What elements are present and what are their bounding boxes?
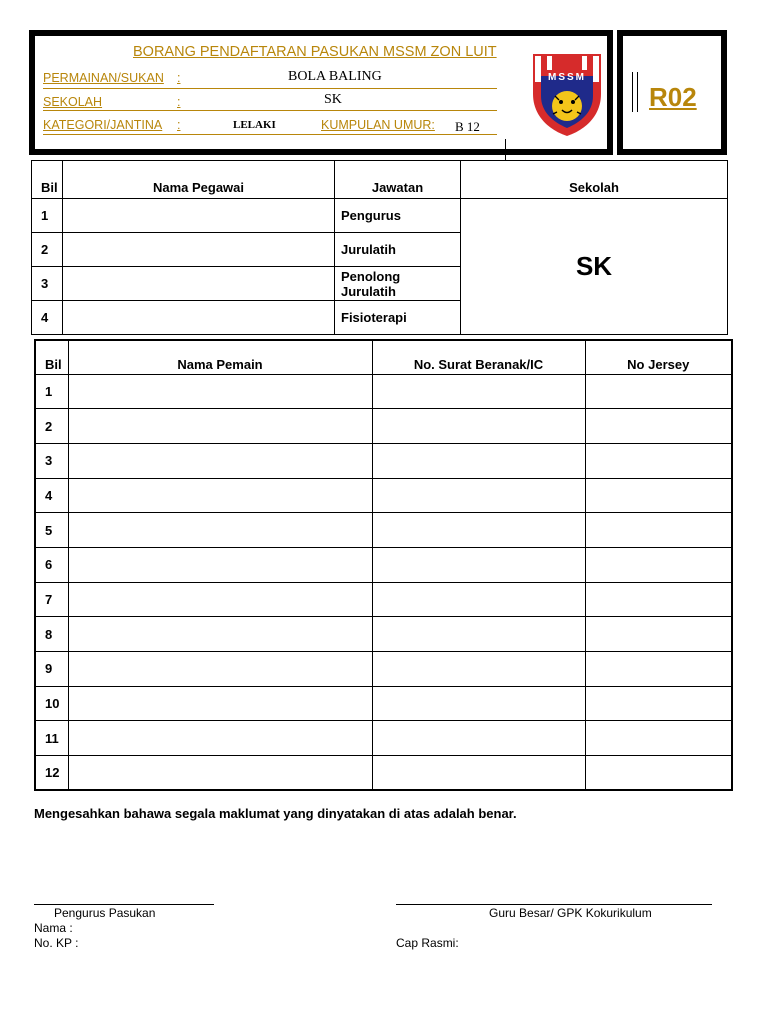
player-jersey-cell[interactable] xyxy=(585,652,732,687)
player-row-number: 8 xyxy=(35,617,68,652)
manager-title: Pengurus Pasukan xyxy=(54,906,156,920)
official-name-cell[interactable] xyxy=(63,301,335,335)
player-row-number: 5 xyxy=(35,513,68,548)
player-ic-cell[interactable] xyxy=(372,721,585,756)
headmaster-title: Guru Besar/ GPK Kokurikulum xyxy=(489,906,652,920)
school-colon: : xyxy=(177,95,181,109)
player-name-cell[interactable] xyxy=(68,374,372,409)
official-position-cell xyxy=(335,199,461,233)
category-value[interactable]: LELAKI xyxy=(233,119,276,131)
players-header-jersey: No Jersey xyxy=(585,340,732,374)
sport-value[interactable]: BOLA BALING xyxy=(288,69,382,84)
official-row-number: 1 xyxy=(32,199,63,233)
official-position-cell xyxy=(335,301,461,335)
official-row-number: 2 xyxy=(32,233,63,267)
player-jersey-cell[interactable] xyxy=(585,721,732,756)
player-ic-cell[interactable] xyxy=(372,547,585,582)
player-row xyxy=(35,374,732,409)
player-ic-cell[interactable] xyxy=(372,478,585,513)
player-row-number: 6 xyxy=(35,547,68,582)
declaration-text: Mengesahkan bahawa segala maklumat yang dinyatakan di atas adalah benar. xyxy=(34,806,517,821)
player-row xyxy=(35,513,732,548)
officials-header-school: Sekolah xyxy=(461,161,728,199)
officials-header-row xyxy=(32,161,728,199)
officials-school-cell[interactable]: SK xyxy=(461,199,728,335)
official-name-cell[interactable] xyxy=(63,267,335,301)
player-row xyxy=(35,478,732,513)
player-row xyxy=(35,443,732,478)
official-name-cell[interactable] xyxy=(63,233,335,267)
player-row-number: 2 xyxy=(35,409,68,444)
age-group-label: KUMPULAN UMUR: xyxy=(321,118,435,132)
player-jersey-cell[interactable] xyxy=(585,582,732,617)
player-name-cell[interactable] xyxy=(68,409,372,444)
player-ic-cell[interactable] xyxy=(372,686,585,721)
sport-colon: : xyxy=(177,71,181,85)
category-colon: : xyxy=(177,118,181,132)
players-header-name: Nama Pemain xyxy=(68,340,372,374)
official-position-line1: Penolong xyxy=(341,268,401,284)
player-ic-cell[interactable] xyxy=(372,617,585,652)
player-row-number: 7 xyxy=(35,582,68,617)
official-row-number: 3 xyxy=(32,267,63,301)
sport-underline xyxy=(43,88,497,89)
player-row-number: 1 xyxy=(35,374,68,409)
officials-header-no: Bil xyxy=(32,161,63,199)
official-stamp-label: Cap Rasmi: xyxy=(396,936,459,950)
player-jersey-cell[interactable] xyxy=(585,443,732,478)
player-ic-cell[interactable] xyxy=(372,409,585,444)
player-name-cell[interactable] xyxy=(68,652,372,687)
player-name-cell[interactable] xyxy=(68,756,372,791)
form-code-box xyxy=(617,30,727,155)
player-row xyxy=(35,547,732,582)
player-jersey-cell[interactable] xyxy=(585,686,732,721)
player-ic-cell[interactable] xyxy=(372,374,585,409)
official-position-line1: Fisioterapi xyxy=(341,310,407,325)
player-jersey-cell[interactable] xyxy=(585,374,732,409)
officials-row xyxy=(32,199,728,233)
player-row xyxy=(35,582,732,617)
player-jersey-cell[interactable] xyxy=(585,756,732,791)
manager-signature-line[interactable] xyxy=(34,904,214,905)
player-row xyxy=(35,721,732,756)
official-position-cell xyxy=(335,233,461,267)
player-jersey-cell[interactable] xyxy=(585,547,732,582)
player-row-number: 12 xyxy=(35,756,68,791)
players-header-ic: No. Surat Beranak/IC xyxy=(372,340,585,374)
player-ic-cell[interactable] xyxy=(372,756,585,791)
official-position-cell xyxy=(335,267,461,301)
form-code: R02 xyxy=(649,82,697,112)
player-name-cell[interactable] xyxy=(68,686,372,721)
player-name-cell[interactable] xyxy=(68,721,372,756)
player-name-cell[interactable] xyxy=(68,443,372,478)
player-jersey-cell[interactable] xyxy=(585,617,732,652)
category-label: KATEGORI/JANTINA xyxy=(43,118,163,132)
mssm-logo-icon xyxy=(529,50,605,138)
player-name-cell[interactable] xyxy=(68,582,372,617)
players-header-row xyxy=(35,340,732,374)
manager-ic-label: No. KP : xyxy=(34,936,79,950)
player-jersey-cell[interactable] xyxy=(585,513,732,548)
officials-header-name: Nama Pegawai xyxy=(63,161,335,199)
player-row xyxy=(35,756,732,791)
category-underline xyxy=(43,134,497,135)
official-position-line1: Pengurus xyxy=(341,208,401,223)
players-table xyxy=(34,339,733,791)
school-underline xyxy=(43,110,497,111)
age-group-value[interactable]: B 12 xyxy=(455,119,480,134)
player-row xyxy=(35,617,732,652)
player-jersey-cell[interactable] xyxy=(585,409,732,444)
official-position-line2: Jurulatih xyxy=(341,283,396,299)
player-jersey-cell[interactable] xyxy=(585,478,732,513)
player-row-number: 10 xyxy=(35,686,68,721)
player-ic-cell[interactable] xyxy=(372,652,585,687)
headmaster-signature-line[interactable] xyxy=(396,904,712,905)
player-row-number: 11 xyxy=(35,721,68,756)
official-name-cell[interactable] xyxy=(63,199,335,233)
header-divider-line xyxy=(505,139,506,161)
code-divider-2 xyxy=(637,72,638,112)
code-divider-1 xyxy=(632,72,633,112)
player-row-number: 3 xyxy=(35,443,68,478)
player-name-cell[interactable] xyxy=(68,547,372,582)
player-ic-cell[interactable] xyxy=(372,513,585,548)
player-row-number: 9 xyxy=(35,652,68,687)
officials-table xyxy=(31,160,728,335)
school-value[interactable]: SK xyxy=(324,92,342,107)
player-ic-cell[interactable] xyxy=(372,443,585,478)
sport-label: PERMAINAN/SUKAN xyxy=(43,71,164,85)
manager-name-label: Nama : xyxy=(34,921,73,935)
player-row xyxy=(35,686,732,721)
official-row-number: 4 xyxy=(32,301,63,335)
school-label: SEKOLAH xyxy=(43,95,103,109)
player-ic-cell[interactable] xyxy=(372,582,585,617)
player-name-cell[interactable] xyxy=(68,513,372,548)
players-header-no: Bil xyxy=(35,340,68,374)
logo-text: MSSM xyxy=(548,72,586,83)
player-row xyxy=(35,652,732,687)
form-header xyxy=(29,30,613,155)
player-row xyxy=(35,409,732,444)
player-name-cell[interactable] xyxy=(68,617,372,652)
player-row-number: 4 xyxy=(35,478,68,513)
officials-header-position: Jawatan xyxy=(335,161,461,199)
form-title: BORANG PENDAFTARAN PASUKAN MSSM ZON LUIT xyxy=(133,44,497,60)
official-position-line1: Jurulatih xyxy=(341,242,396,257)
player-name-cell[interactable] xyxy=(68,478,372,513)
